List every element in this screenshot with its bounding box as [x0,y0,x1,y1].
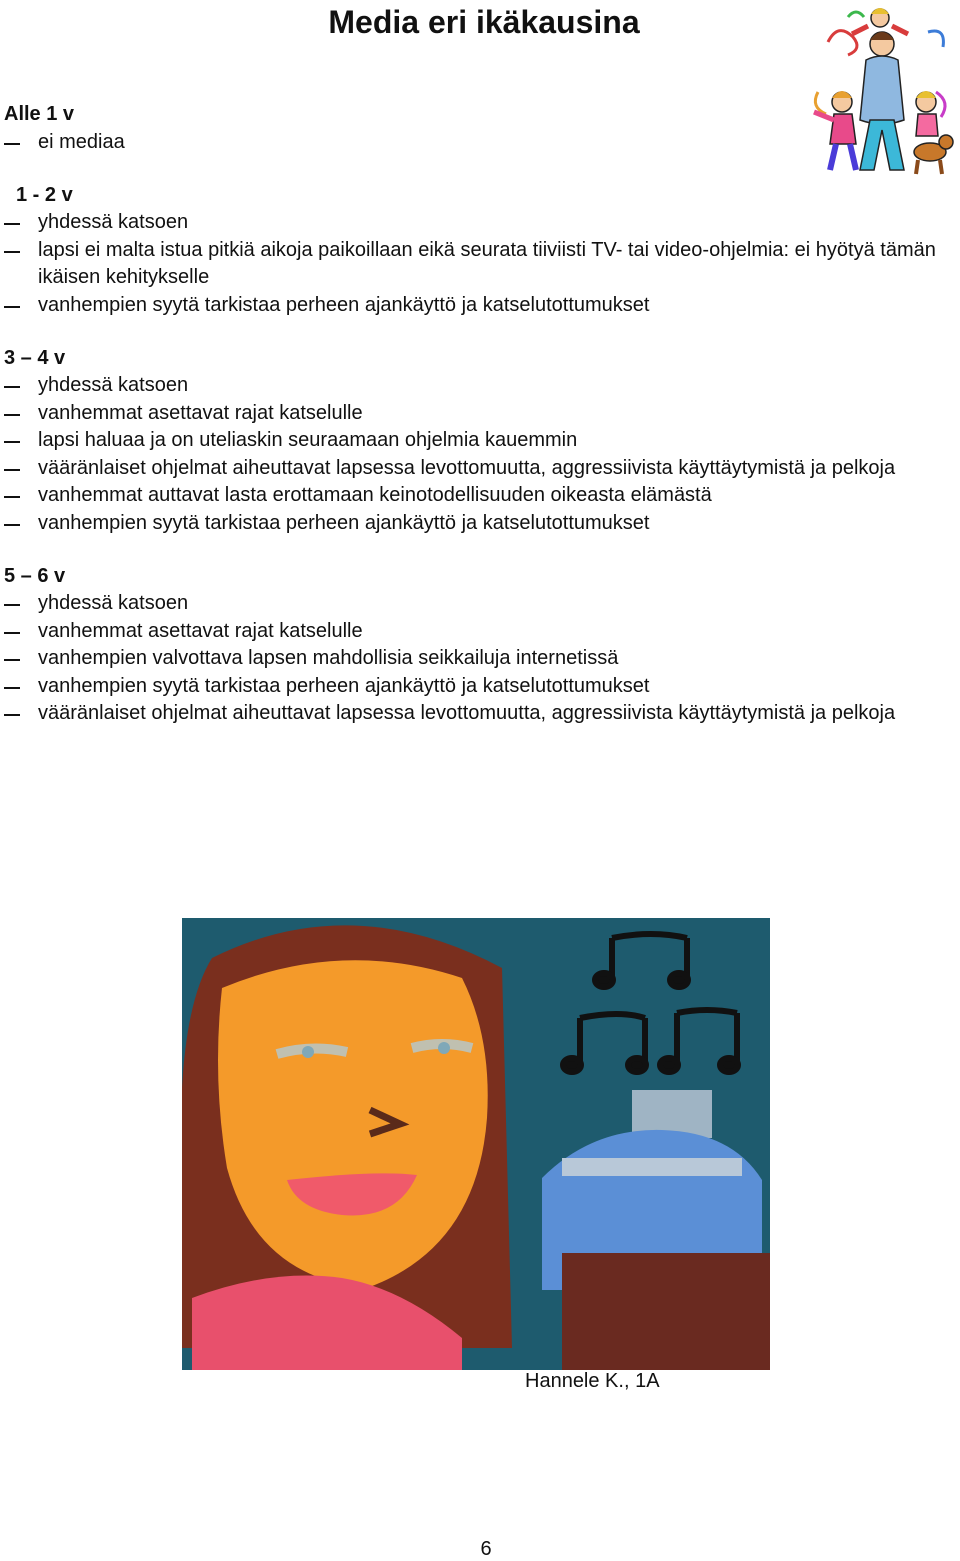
child-painting [182,918,770,1370]
list-item: vanhempien valvottava lapsen mahdollisia seikkailuja internetissä [0,645,960,673]
list-item: vanhempien syytä tarkistaa perheen ajankäyttö ja katselutottumukset [0,292,960,320]
artwork-credit: Hannele K., 1A [525,1370,660,1392]
list-item: vääränlaiset ohjelmat aiheuttavat lapsessa levottomuutta, aggressiivista käyttäytymistä ja pelkoja [0,455,960,483]
section-heading: Alle 1 v [4,103,75,125]
section-under-1 [0,101,960,156]
list-item: vanhemmat auttavat lasta erottamaan keinotodellisuuden oikeasta elämästä [0,482,960,510]
list-item: ei mediaa [0,129,960,157]
section-5-6 [0,563,960,728]
section-heading: 1 - 2 v [16,183,73,206]
list-item: yhdessä katsoen [0,372,960,400]
section-3-4 [0,345,960,538]
page-number: 6 [480,1538,492,1560]
section-1-2 [0,182,960,320]
list-item: vanhempien syytä tarkistaa perheen ajankäyttö ja katselutottumukset [0,673,960,701]
page-title: Media eri ikäkausina [328,4,640,40]
list-item: vääränlaiset ohjelmat aiheuttavat lapsessa levottomuutta, aggressiivista käyttäytymistä ja pelkoja [0,700,960,728]
list-item: vanhempien syytä tarkistaa perheen ajankäyttö ja katselutottumukset [0,510,960,538]
list-item: lapsi haluaa ja on uteliaskin seuraamaan ohjelmia kauemmin [0,427,960,455]
list-item: lapsi ei malta istua pitkiä aikoja paikoillaan eikä seurata tiiviisti TV- tai video-ohjelmia: ei hyötyä tämän ikäisen kehitykselle [0,237,960,292]
list-item: vanhemmat asettavat rajat katselulle [0,400,960,428]
list-item: vanhemmat asettavat rajat katselulle [0,618,960,646]
section-heading: 5 – 6 v [4,564,66,587]
list-item: yhdessä katsoen [0,209,960,237]
content [0,101,960,753]
list-item: yhdessä katsoen [0,590,960,618]
section-heading: 3 – 4 v [4,346,66,369]
